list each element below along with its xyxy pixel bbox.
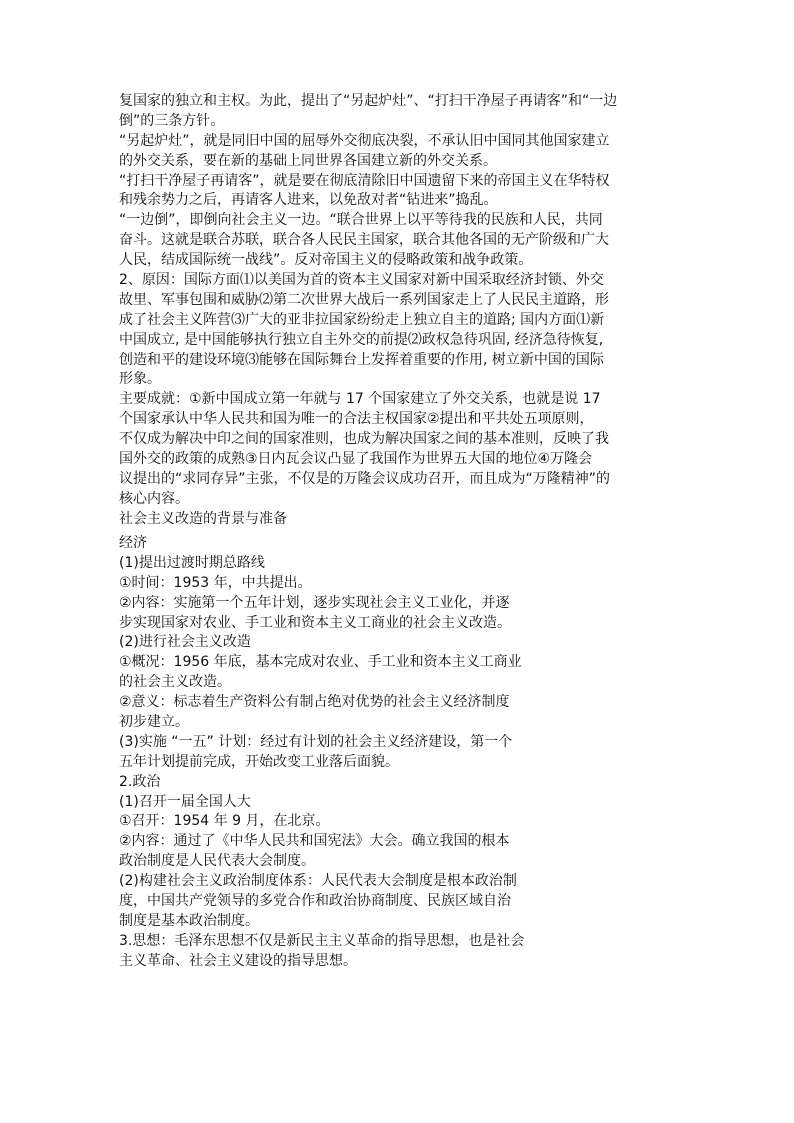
text-line: 度，中国共产党领导的多党合作和政治协商制度、民族区域自治 — [119, 893, 511, 910]
text-line: 复国家的独立和主权。为此，提出了“另起炉灶”、“打扫干净屋子再请客”和“一边 — [119, 93, 618, 109]
subheading: (2)构建社会主义政治制度体系：人民代表大会制度是根本政治制 — [119, 873, 517, 890]
section-heading: 社会主义改造的背景与准备 — [119, 510, 287, 527]
text-line: 五年计划提前完成，开始改变工业落后面貌。 — [119, 753, 399, 770]
text-line: ①时间：1953 年，中共提出。 — [119, 574, 312, 591]
text-line: 主义革命、社会主义建设的指导思想。 — [119, 952, 357, 969]
text-line: 不仅成为解决中印之间的国家准则，也成为解决国家之间的基本准则，反映了我 — [119, 431, 609, 448]
text-line: 2、原因：国际方面⑴以美国为首的资本主义国家对新中国采取经济封锁、外交 — [119, 272, 604, 289]
subheading: (1)提出过渡时期总路线 — [119, 554, 265, 571]
text-line: ①召开：1954 年 9 月，在北京。 — [119, 813, 330, 830]
text-line: 的外交关系，要在新的基础上同世界各国建立新的外交关系。 — [119, 152, 497, 169]
text-line: “一边倒”，即倒向社会主义一边。“联合世界上以平等待我的民族和人民，共同 — [119, 212, 603, 229]
text-line: “打扫干净屋子再请客”，就是要在彻底清除旧中国遗留下来的帝国主义在华特权 — [119, 172, 610, 189]
text-line: 创造和平的建设环境⑶能够在国际舞台上发挥着重要的作用, 树立新中国的国际 — [119, 351, 604, 368]
text-line: ②内容：通过了《中华人民共和国宪法》大会。确立我国的根本 — [119, 833, 510, 850]
text-line: 国外交的政策的成熟③日内瓦会议凸显了我国作为世界五大国的地位④万隆会 — [119, 451, 593, 468]
text-line: 个国家承认中华人民共和国为唯一的合法主权国家②提出和平共处五项原则， — [119, 411, 594, 428]
text-line: 成了社会主义阵营⑶广大的亚非拉国家纷纷走上独立自主的道路; 国内方面⑴新 — [119, 311, 605, 328]
text-line: ①概况：1956 年底，基本完成对农业、手工业和资本主义工商业 — [119, 654, 522, 671]
text-line: 制度是基本政治制度。 — [119, 912, 259, 929]
text-line: 中国成立, 是中国能够执行独立自主外交的前提⑵政权急待巩固, 经济急待恢复, — [119, 331, 604, 348]
subheading: (1)召开一届全国人大 — [119, 793, 251, 810]
text-line: 倒”的三条方针。 — [119, 112, 225, 129]
text-line: 政治制度是人民代表大会制度。 — [119, 853, 315, 870]
text-line: 形象。 — [119, 371, 161, 388]
text-line: 主要成就：①新中国成立第一年就与 17 个国家建立了外交关系，也就是说 17 — [119, 391, 601, 408]
text-line: 故里、军事包围和威胁⑵第二次世界大战后一系列国家走上了人民民主道路，形 — [119, 291, 609, 308]
text-line: ②意义：标志着生产资料公有制占绝对优势的社会主义经济制度 — [119, 694, 510, 711]
section-heading: 2.政治 — [119, 773, 161, 790]
subheading: (2)进行社会主义改造 — [119, 634, 251, 651]
foreign-policy-section — [119, 92, 617, 530]
text-line: 初步建立。 — [119, 714, 189, 731]
text-line: 议提出的“求同存异”主张，不仅是的万隆会议成功召开，而且成为“万隆精神”的 — [119, 470, 611, 487]
text-line: 的社会主义改造。 — [119, 674, 231, 691]
text-line: 步实现国家对农业、手工业和资本主义工商业的社会主义改造。 — [119, 614, 511, 631]
text-line: 核心内容。 — [119, 490, 189, 507]
section-heading: 3.思想：毛泽东思想不仅是新民主主义革命的指导思想，也是社会 — [119, 932, 525, 949]
text-line: “另起炉灶”，就是同旧中国的屈辱外交彻底决裂，不承认旧中国同其他国家建立 — [119, 132, 610, 149]
section-heading: 经济 — [119, 535, 147, 551]
subheading: (3)实施 “一五” 计划：经过有计划的社会主义经济建设，第一个 — [119, 733, 513, 750]
text-line: 和残余势力之后，再请客人进来，以免敌对者“钻进来”捣乱。 — [119, 192, 498, 209]
text-line: 人民，结成国际统一战线”。反对帝国主义的侵略政策和战争政策。 — [119, 252, 533, 269]
text-line: ②内容：实施第一个五年计划，逐步实现社会主义工业化，并逐 — [119, 594, 510, 611]
text-line: 奋斗。这就是联合苏联，联合各人民民主国家，联合其他各国的无产阶级和广大 — [119, 232, 609, 249]
socialist-transformation-section — [119, 534, 524, 972]
